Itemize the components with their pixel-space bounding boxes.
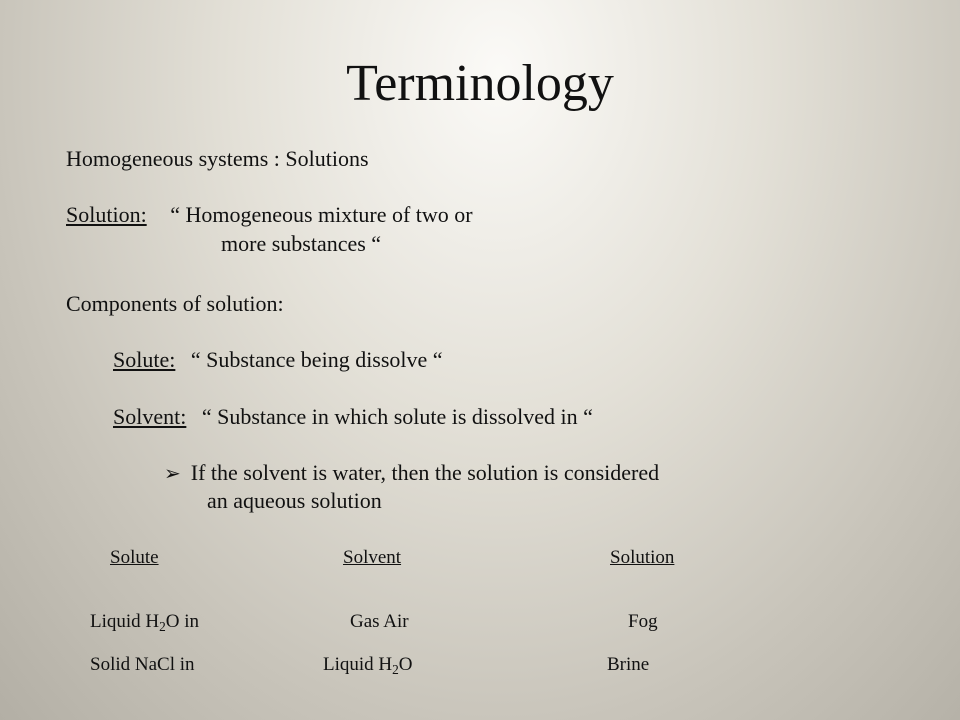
solution-term: Solution: [66, 202, 147, 227]
solvent-term: Solvent: [113, 404, 187, 429]
bullet-text-1: If the solvent is water, then the solution is considered [190, 460, 660, 485]
solution-definition-line [66, 202, 473, 228]
bullet-text-2: an aqueous solution [207, 488, 382, 513]
row1-solution: Fog [628, 611, 658, 632]
header-solution: Solution [610, 547, 675, 568]
row2-solution: Brine [607, 654, 650, 675]
arrow-bullet-icon: ➢ [164, 461, 181, 485]
row1-solute: Liquid $H_2O$ in [90, 611, 200, 634]
row2-solvent: Liquid $H_2O$ [323, 654, 413, 677]
components-heading: Components of solution: [66, 291, 284, 316]
homogeneous-systems-line: Homogeneous systems : Solutions [66, 146, 369, 171]
solution-definition-cont: more substances “ [221, 231, 382, 256]
row2-solute: Solid NaCl in [90, 654, 195, 675]
row1-solvent: Gas Air [350, 611, 409, 632]
solute-term: Solute: [113, 347, 176, 372]
solute-definition-line [113, 347, 443, 373]
solute-definition: “ Substance being dissolve “ [190, 347, 443, 372]
header-solute: Solute [110, 547, 159, 568]
slide-title: Terminology [346, 55, 614, 112]
aqueous-bullet [164, 460, 659, 486]
solvent-definition: “ Substance in which solute is dissolved in “ [201, 404, 593, 429]
solution-definition: “ Homogeneous mixture of two or [170, 202, 473, 227]
header-solvent: Solvent [343, 547, 402, 568]
solvent-definition-line [113, 404, 593, 430]
